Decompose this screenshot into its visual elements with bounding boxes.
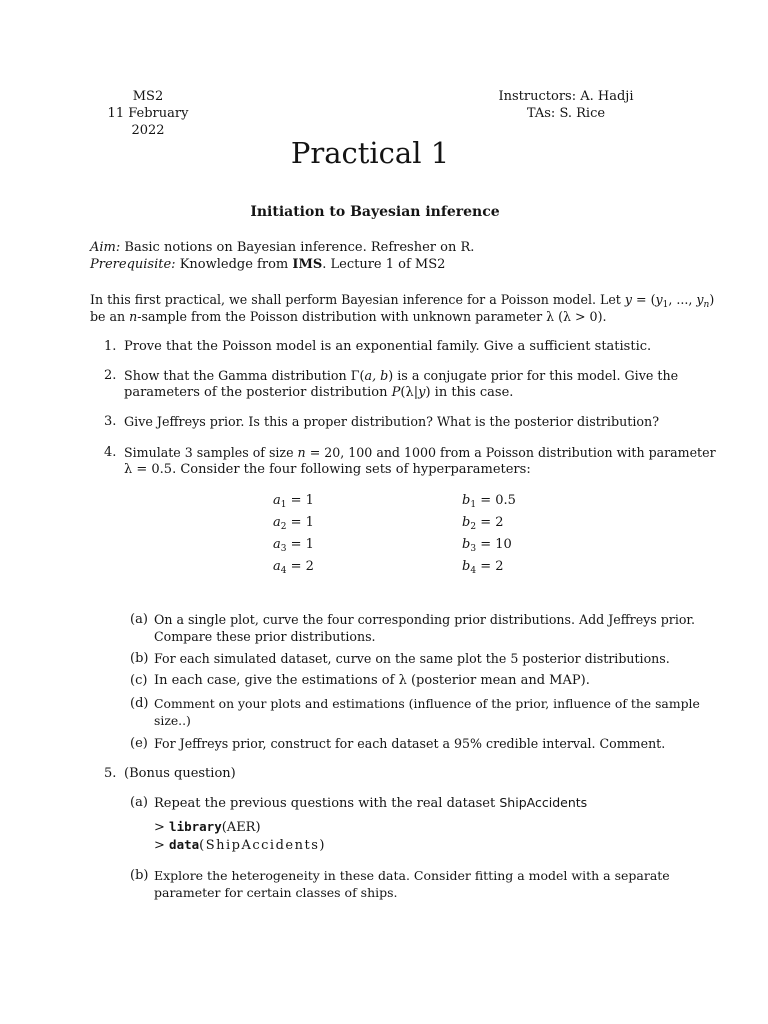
code-line xyxy=(154,818,326,836)
page-subtitle: Initiation to Bayesian inference xyxy=(250,204,500,220)
intro-text-1: In this first practical, we shall perform Bayesian inference for a Poisson model. Let xyxy=(90,292,621,307)
subitem-label: (d) xyxy=(130,696,149,711)
question-text: (Bonus question) xyxy=(124,766,236,781)
question-number: 1. xyxy=(104,339,117,354)
hyper-b-value: = 2 xyxy=(480,515,504,530)
hyper-b-value: = 0.5 xyxy=(480,493,516,508)
subitem-text: In each case, give the estimations of λ (posterior mean and MAP). xyxy=(154,673,590,688)
hyper-a-value: = 1 xyxy=(290,493,314,508)
code-line xyxy=(154,836,326,854)
subitem-text: For each simulated dataset, curve on the same plot the 5 posterior distributions. xyxy=(154,651,670,666)
intro-paragraph xyxy=(90,291,715,325)
aim-label: Aim: xyxy=(90,240,121,255)
q2-text-2a: parameters of the posterior distribution xyxy=(124,385,388,400)
subitem-text: For Jeffreys prior, construct for each dataset a 95% credible interval. Comment. xyxy=(154,736,666,751)
course-code: MS2 xyxy=(132,89,164,104)
intro-line-1: In this first practical, we shall perform Bayesian inference for a Poisson model. Let $y = (y_1$, ..., $y_n$) xyxy=(90,292,715,310)
aim-line xyxy=(90,239,670,256)
subitem-line: On a single plot, curve the four corresponding prior distributions. Add Jeffreys prior. xyxy=(154,612,696,627)
q2-text-1b: is a conjugate prior for this model. Give the xyxy=(397,368,679,383)
subitem-label: (a) xyxy=(130,795,148,810)
intro-line-2: be an n-sample from the Poisson distribution with unknown parameter λ (λ > 0). xyxy=(90,309,607,324)
subitem-label: (b) xyxy=(130,868,149,883)
hyper-row: $b_4 = 2$ xyxy=(462,559,504,576)
prerequisite-bold: IMS xyxy=(292,257,323,272)
prerequisite-label: Prerequisite: xyxy=(90,257,176,272)
hyper-a-value: = 1 xyxy=(290,537,314,552)
subitem-line-a: In each case, give the estimations of xyxy=(154,673,395,688)
subitem-text xyxy=(154,695,700,729)
hyper-a-value: = 1 xyxy=(290,515,314,530)
prerequisite-text-after: . Lecture 1 of MS2 xyxy=(322,257,446,272)
subitem-label: (e) xyxy=(130,736,148,751)
teaching-assistants: TAs: S. Rice xyxy=(526,106,606,121)
subitem-label: (b) xyxy=(130,651,149,666)
subitem-line: Explore the heterogeneity in these data. Consider fitting a model with a separate xyxy=(154,868,670,883)
code-prompt: > xyxy=(154,838,165,853)
question-number: 5. xyxy=(104,766,117,781)
code-prompt: > xyxy=(154,820,165,835)
dataset-name: ShipAccidents xyxy=(499,795,588,810)
code-block xyxy=(154,818,326,854)
q2-text-2b: in this case. xyxy=(434,385,514,400)
prerequisite-line xyxy=(90,256,670,273)
subitem-text xyxy=(154,794,587,812)
hyper-a-value: = 2 xyxy=(290,559,314,574)
question-text: Show that the Gamma distribution Γ(a, b) is a conjugate prior for this model. Give the parameters of the posterior distribution P(λ|y) in this case. xyxy=(124,368,679,400)
question-number: 4. xyxy=(104,445,117,460)
subitem-line: parameter for certain classes of ships. xyxy=(154,885,398,900)
question-number: 3. xyxy=(104,414,117,429)
question-text: Prove that the Poisson model is an exponential family. Give a sufficient statistic. xyxy=(124,339,652,354)
aim-text: Basic notions on Bayesian inference. Refresher on R. xyxy=(124,240,475,255)
question-number: 2. xyxy=(104,368,117,383)
subitem-line: Compare these prior distributions. xyxy=(154,629,376,644)
subitem-line: Comment on your plots and estimations (influence of the prior, influence of the sample xyxy=(154,696,700,711)
intro-text-2b: -sample from the Poisson distribution with unknown parameter xyxy=(137,309,543,324)
hyper-b-value: = 2 xyxy=(480,559,504,574)
page-title: Practical 1 xyxy=(290,136,450,170)
q4-text-1a: Simulate 3 samples of size xyxy=(124,445,294,460)
hyper-row: $a_2 = 1$ xyxy=(273,515,314,532)
staff-header xyxy=(470,88,662,122)
code-function: library xyxy=(169,819,222,834)
question-text: Simulate 3 samples of size n = 20, 100 and 1000 from a Poisson distribution with parameter λ = 0.5. Consider the four following sets of hyperparameters: xyxy=(124,445,716,477)
code-argument: (ShipAccidents) xyxy=(199,838,326,853)
subitem-line: Repeat the previous questions with the real dataset xyxy=(154,796,496,811)
q4-text-2: = 0.5. Consider the four following sets of hyperparameters: xyxy=(136,462,531,477)
subitem-label: (a) xyxy=(130,612,148,627)
subitem-line: size..) xyxy=(154,713,191,728)
q4-text-1b: = 20, 100 and 1000 from a Poisson distribution with parameter xyxy=(309,445,716,460)
prerequisite-text: Knowledge from xyxy=(179,257,289,272)
intro-text-2a: be an xyxy=(90,309,126,324)
question-text: Give Jeffreys prior. Is this a proper distribution? What is the posterior distribution? xyxy=(124,414,660,429)
hyper-row: $a_4 = 2$ xyxy=(273,559,314,576)
course-date: 11 February 2022 xyxy=(107,106,189,138)
hyper-row: $a_3 = 1$ xyxy=(273,537,314,554)
instructors: Instructors: A. Hadji xyxy=(498,89,634,104)
subitem-label: (c) xyxy=(130,673,148,688)
hyper-row: $b_3 = 10$ xyxy=(462,537,512,554)
hyper-row: $b_1 = 0.5$ xyxy=(462,493,516,510)
hyper-row: $a_1 = 1$ xyxy=(273,493,314,510)
course-header xyxy=(92,88,204,139)
subitem-text xyxy=(154,611,695,645)
subitem-text xyxy=(154,867,670,901)
hyper-row: $b_2 = 2$ xyxy=(462,515,504,532)
hyper-b-value: = 10 xyxy=(480,537,512,552)
q2-text-1a: Show that the Gamma distribution xyxy=(124,368,347,383)
code-argument: (AER) xyxy=(221,820,261,835)
code-function: data xyxy=(169,837,200,852)
subitem-line-b: (posterior mean and MAP). xyxy=(410,673,590,688)
